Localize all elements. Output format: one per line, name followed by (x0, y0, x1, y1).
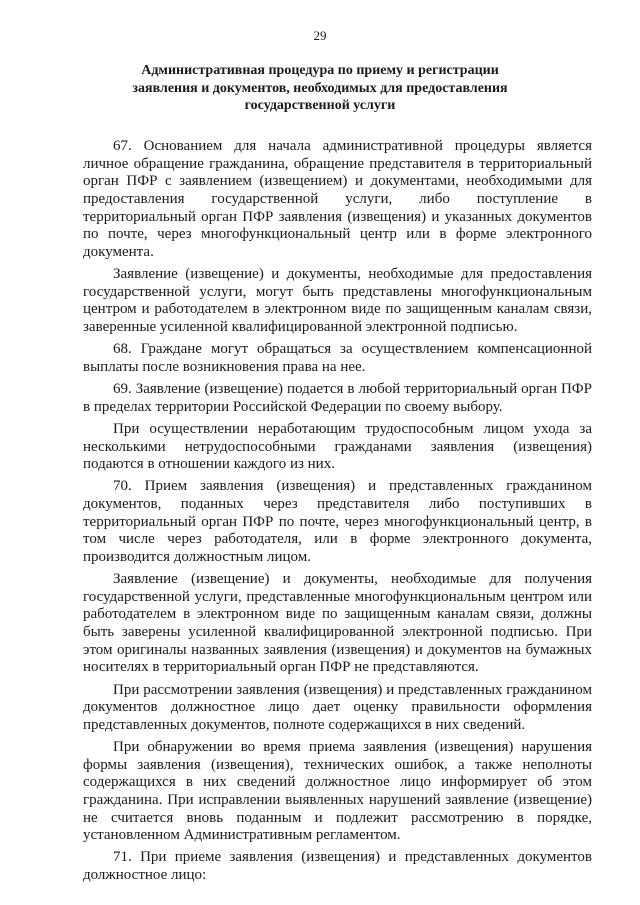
document-body (83, 138, 592, 889)
heading-line: заявления и документов, необходимых для предоставления (132, 80, 508, 96)
paragraph-68: 68. Граждане могут обращаться за осуществлением компенсационной выплаты после возникновения права на нее. (83, 341, 592, 375)
paragraph-71: 71. При приеме заявления (извещения) и представленных документов должностное лицо: (83, 849, 592, 884)
heading-line: Административная процедура по приему и регистрации (141, 63, 499, 78)
paragraph-70: 70. Прием заявления (извещения) и представленных гражданином документов, поданных через представителя либо поступивших в территориальный орган ПФР по почте, через многофункциональный центр, в том числе через работодателя, или в форме электронного документа, производится должностным лицом. (83, 478, 592, 565)
page-number: 29 (313, 28, 327, 43)
section-heading (100, 62, 540, 115)
paragraph: При осуществлении неработающим трудоспособным лицом ухода за несколькими нетрудоспособными гражданами заявления (извещения) подаются в отношении каждого из них. (83, 420, 592, 473)
paragraph: Заявление (извещение) и документы, необходимые для предоставления государственной услуги, могут быть представлены многофункциональным центром и работодателем в электронном виде по защищенным каналам связи, заверенные усиленной квалифицированной электронной подписью. (83, 266, 592, 336)
paragraph: При обнаружении во время приема заявления (извещения) нарушения формы заявления (извещения), технических ошибок, а также неполноты содержащихся в них сведений должностное лицо информирует об этом гражданина. При исправлении выявленных нарушений заявление (извещение) не считается вновь поданным и подлежит рассмотрению в порядке, установленном Административным регламентом. (83, 739, 592, 844)
paragraph: Заявление (извещение) и документы, необходимые для получения государственной услуги, представленные многофункциональным центром или работодателем в электронном виде по защищенным каналам связи, должны быть заверены усиленной квалифицированной электронной подписью. При этом оригиналы названных заявления (извещения) и документов на бумажных носителях в территориальный орган ПФР не представляются. (83, 571, 592, 676)
paragraph-67: 67. Основанием для начала административной процедуры является личное обращение гражданина, обращение представителя в территориальный орган ПФР с заявлением (извещением) и документами, необходимыми для предоставления государственной услуги, либо поступление в территориальный орган ПФР заявления (извещения) и указанных документов по почте, через многофункциональный центр или в форме электронного документа. (83, 138, 592, 260)
paragraph-69: 69. Заявление (извещение) подается в любой территориальный орган ПФР в пределах территории Российской Федерации по своему выбору. (83, 381, 592, 415)
paragraph: При рассмотрении заявления (извещения) и представленных гражданином документов должностное лицо дает оценку правильности оформления представленных документов, полноте содержащихся в них сведений. (83, 681, 592, 733)
heading-line: государственной услуги (244, 98, 396, 113)
